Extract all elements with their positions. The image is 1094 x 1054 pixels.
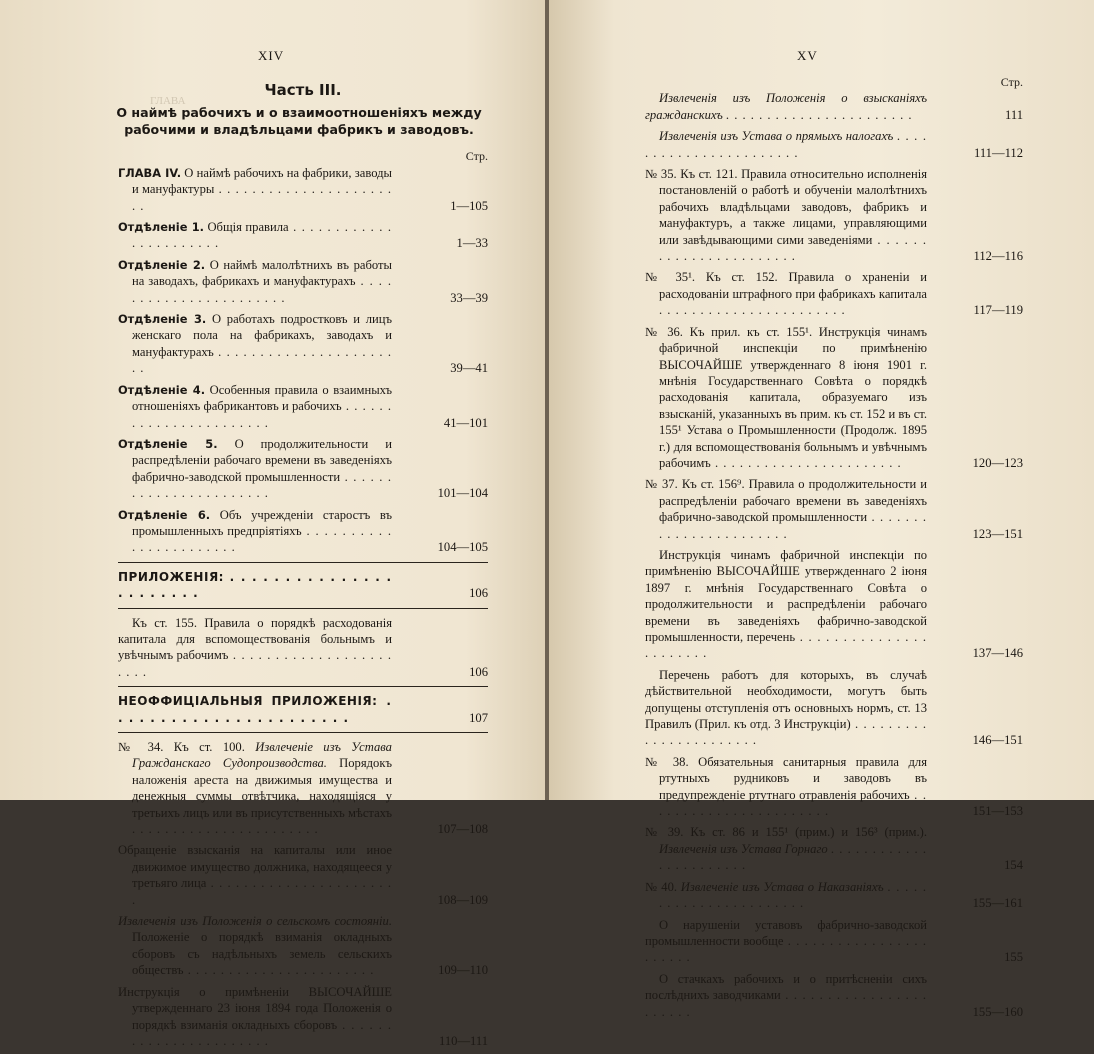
entry-page-range: 111 xyxy=(1005,107,1023,122)
divider xyxy=(118,608,488,609)
entry-lead: № 35. Къ ст. 121. xyxy=(645,167,738,182)
unofficial-entry xyxy=(118,913,488,979)
appendix-entry xyxy=(645,917,1023,966)
entry-text: Инструкція о примѣненіи ВЫСОЧАЙШЕ утвержденнаго 23 іюня 1894 года Положенія о порядкѣ взиманія окладныхъ сборовъ xyxy=(118,984,392,1032)
chapter-list xyxy=(118,165,488,556)
appendix-entry xyxy=(645,547,1023,662)
entry-italic-title: Извлеченія изъ Устава Горнаго xyxy=(659,841,828,856)
appendix-entry xyxy=(645,754,1023,820)
entry-page-range: 111—112 xyxy=(974,145,1023,160)
entry-text: Инструкція чинамъ фабричной инспекціи по примѣненію ВЫСОЧАЙШЕ утвержденнаго 8 іюня 1901 г. мнѣнія Государственнаго Совѣта о порядкѣ расходованія капитала, образуемаго изъ взысканій, указанныхъ въ прим. къ ст. 152 и въ ст. 155¹ Устава о Промышленности (Продолж. 1895 г.) для вспомоществованія больнымъ и увѣчнымъ рабочимъ xyxy=(659,324,927,470)
section-entry xyxy=(118,507,488,556)
entry-lead: № 40. xyxy=(645,879,678,894)
entry-italic-title: Извлеченіе изъ Устава Гражданскаго Судопроизводства. xyxy=(132,740,392,771)
entry-text: О нарушеніи уставовъ фабрично-заводской промышленности вообще xyxy=(645,917,927,948)
entry-lead: № 35¹. Къ ст. 152. xyxy=(645,270,778,285)
divider xyxy=(118,732,488,733)
part-title: Часть III. xyxy=(264,81,342,99)
entry-page-range: 123—151 xyxy=(972,526,1023,541)
entry-lead: № 38. xyxy=(645,754,689,769)
entry-italic-title: Извлеченія изъ Устава о прямыхъ налогахъ xyxy=(659,129,894,144)
entry-text: Перечень работъ для которыхъ, въ случаѣ дѣйствительной необходимости, могутъ быть допущены отступленія отъ основныхъ нормъ, ст. 13 Правилъ (Прил. къ отд. 3 Инструкціи) xyxy=(645,667,927,732)
entry-lead: № 34. Къ ст. 100. xyxy=(118,740,245,754)
entry-text: Правила о храненіи и расходованіи штрафного при фабрикахъ капитала xyxy=(659,270,927,301)
entry-text: Объ учрежденіи старостъ въ промышленныхъ предпріятіяхъ xyxy=(132,507,392,538)
entry-text: Порядокъ наложенія ареста на движимыя имущества и денежныя суммы отвѣтчика, находящіяся у третьихъ лицъ или въ присутственныхъ мѣстахъ xyxy=(132,756,392,820)
entry-text: О продолжительности и распредѣленіи рабочаго времени въ заведеніяхъ фабрично-заводской промышленности xyxy=(132,436,392,484)
entry-label: Отдѣленіе 5. xyxy=(118,436,218,451)
entry-page-range: 151—153 xyxy=(972,804,1023,819)
entry-label: Отдѣленіе 1. xyxy=(118,220,204,235)
entry-page-range: 155—160 xyxy=(972,1004,1023,1019)
section-entry xyxy=(118,219,488,252)
appendix-entry xyxy=(645,269,1023,318)
entry-text: Обращеніе взысканія на капиталы или иное движимое имущество должника, находящееся у третьяго лица xyxy=(118,843,392,891)
entry-text: О стачкахъ рабочихъ и о притѣсненіи сихъ послѣднихъ заводчиками xyxy=(645,971,927,1003)
chapter-entry xyxy=(118,165,488,214)
entry-page-range: 1—33 xyxy=(456,236,488,251)
entry-label: ГЛАВА IV. xyxy=(118,165,182,180)
entry-text: О наймѣ малолѣтнихъ въ работы на заводахъ, фабрикахъ и мануфактурахъ xyxy=(132,257,392,289)
entry-text: Обязательныя санитарныя правила для ртутныхъ рудниковъ и заводовъ въ предупрежденіе ртутнаго отравленія рабочихъ xyxy=(659,754,927,802)
entry-text: Инструкція чинамъ фабричной инспекціи по примѣненію ВЫСОЧАЙШЕ утвержденнаго 2 іюня 1897 г. мнѣнія Государственнаго Совѣта о продолжительности и распредѣленіи рабочаго времени въ заведеніяхъ фабрично-заводской промышленности, перечень xyxy=(645,547,927,644)
entry-page-range: 120—123 xyxy=(972,455,1023,470)
entry-label: Отдѣленіе 6. xyxy=(118,507,211,522)
entry-page-range: 155—161 xyxy=(972,896,1023,911)
appendix-entry xyxy=(645,667,1023,749)
section-entry xyxy=(118,257,488,306)
entry-page-range: 137—146 xyxy=(972,646,1023,661)
entry-italic-title: Извлеченія изъ Положенія о сельскомъ состояніи. xyxy=(118,914,392,929)
entry-text: Правила относительно исполненія постановленій о работѣ и обученіи малолѣтнихъ рабочихъ владѣльцами заводовъ, фабрикъ и мануфактуръ, а также лицами, управляющими или завѣдывающими сими заведеніями xyxy=(659,167,928,247)
section-entry xyxy=(118,382,488,431)
appendix-heading: ПРИЛОЖЕНІЯ: . . . 106 xyxy=(118,569,488,602)
appendix-entry: Къ ст. 155. Правила о порядкѣ расходованія капитала для вспомоществованія больнымъ и увѣчнымъ рабочимъ . . . 106 xyxy=(118,615,488,681)
divider xyxy=(118,562,488,563)
col-header-right: Стр. xyxy=(1000,75,1023,89)
right-toc-column xyxy=(645,74,1023,1025)
entry-label: Отдѣленіе 2. xyxy=(118,257,206,272)
appendix-entry xyxy=(645,476,1023,542)
entry-page-range: 154 xyxy=(1004,858,1023,873)
appendix-entry xyxy=(645,824,1023,873)
left-toc-column xyxy=(118,82,488,1054)
entry-page-range: 1—105 xyxy=(450,198,488,213)
appendix-entry xyxy=(645,324,1023,472)
entry-page-range: 110—111 xyxy=(439,1033,488,1048)
entry-page-range: 109—110 xyxy=(438,963,488,978)
show-through-text: ГЛАВА xyxy=(150,95,186,107)
entry-label: Отдѣленіе 4. xyxy=(118,382,206,397)
entry-label: Отдѣленіе 3. xyxy=(118,312,207,327)
entry-page-range: 33—39 xyxy=(450,290,488,305)
entry-lead: № 36. Къ прил. къ ст. 155¹. xyxy=(645,324,813,339)
entry-text: О наймѣ рабочихъ на фабрики, заводы и мануфактуры xyxy=(132,165,392,197)
entry-text: Особенныя правила о взаимныхъ отношеніяхъ фабрикантовъ и рабочихъ xyxy=(132,382,392,414)
unofficial-entry xyxy=(118,842,488,908)
entry-page-range: 117—119 xyxy=(973,303,1023,318)
unofficial-entry xyxy=(118,984,488,1050)
divider xyxy=(118,686,488,687)
appendix-entry xyxy=(645,90,1023,123)
unofficial-list xyxy=(118,739,488,1049)
entry-page-range: 104—105 xyxy=(437,540,488,555)
appendix-entry xyxy=(645,166,1023,264)
running-head-right: XV xyxy=(797,48,818,63)
entry-text: Правила о продолжительности и распредѣленіи рабочаго времени въ заведеніяхъ фабрично-заводской промышленности xyxy=(659,477,927,525)
entry-lead: № 39. Къ ст. 86 и 155¹ (прим.) и 156³ (прим.). xyxy=(645,825,927,840)
appendix-entry xyxy=(645,128,1023,161)
entry-page-range: 101—104 xyxy=(437,486,488,501)
entry-text: О работахъ подростковъ и лицъ женскаго пола на фабрикахъ, заводахъ и мануфактурахъ xyxy=(132,312,392,359)
appendix-entry xyxy=(645,971,1023,1020)
section-entry xyxy=(118,311,488,377)
entry-text: Общія правила xyxy=(207,220,289,235)
appendix-list xyxy=(645,90,1023,1020)
entry-lead: № 37. Къ ст. 156⁹. xyxy=(645,477,745,492)
entry-page-range: 108—109 xyxy=(437,892,488,907)
entry-page-range: 39—41 xyxy=(450,361,488,376)
left-page xyxy=(0,0,547,1048)
col-header-left: Стр. xyxy=(465,149,488,164)
unofficial-heading: НЕОФФИЦІАЛЬНЫЯ ПРИЛОЖЕНІЯ: . . . 107 xyxy=(118,693,488,726)
entry-text: Положеніе о порядкѣ взиманія окладныхъ сборовъ съ надѣльныхъ земель сельскихъ обществъ xyxy=(132,930,392,978)
entry-page-range: 112—116 xyxy=(973,249,1023,264)
unofficial-entry xyxy=(118,739,488,837)
appendix-entry xyxy=(645,879,1023,912)
right-page xyxy=(549,0,1094,1019)
entry-page-range: 107—108 xyxy=(437,822,488,837)
section-entry xyxy=(118,436,488,502)
entry-italic-title: Извлеченія изъ Положенія о взысканіяхъ гражданскихъ xyxy=(645,91,927,122)
running-head-left: XIV xyxy=(258,48,285,63)
entry-italic-title: Извлеченіе изъ Устава о Наказаніяхъ xyxy=(680,879,884,894)
part-subtitle: О наймѣ рабочихъ и о взаимоотношеніяхъ между рабочими и владѣльцами фабрикъ и заводовъ. xyxy=(116,105,482,138)
entry-page-range: 41—101 xyxy=(443,415,488,430)
entry-page-range: 146—151 xyxy=(972,733,1023,748)
entry-page-range: 155 xyxy=(1004,950,1023,965)
